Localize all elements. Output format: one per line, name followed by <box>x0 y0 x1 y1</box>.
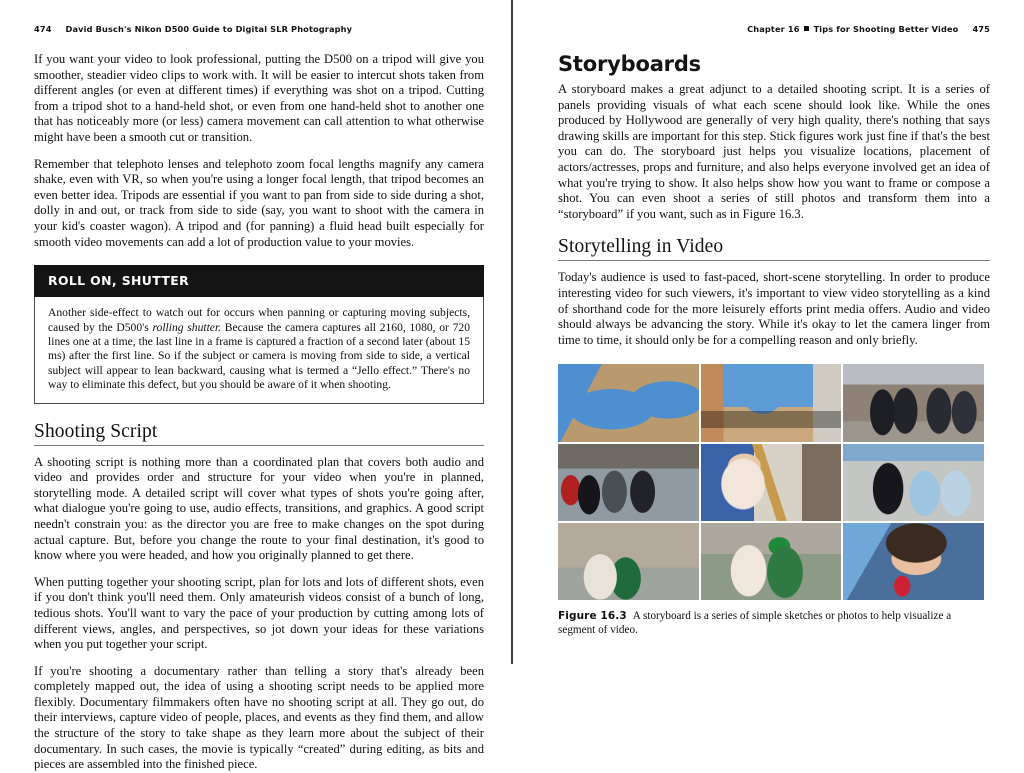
panel-image <box>843 364 984 441</box>
section-storyboards <box>558 52 990 222</box>
left-page <box>0 0 511 772</box>
section-heading: Storytelling in Video <box>558 236 724 258</box>
panel-image <box>701 444 842 521</box>
sidebar-box-roll-on-shutter <box>34 265 484 403</box>
heading-rule <box>558 260 990 261</box>
sidebar-box-title: ROLL ON, SHUTTER <box>34 265 484 297</box>
sidebar-box-body <box>35 297 483 402</box>
storyboard-panel-musician-playing-wind-instrument <box>701 444 842 521</box>
storyboard-photo-grid <box>558 364 984 600</box>
left-body-column <box>34 52 484 773</box>
figure-label: Figure 16.3 <box>558 610 627 623</box>
storyboard-panel-festival-procession-with-carriage <box>558 444 699 521</box>
figure-caption-text: A storyboard is a series of simple sketches or photos to help visualize a segment of video. <box>558 610 952 637</box>
storyboard-panel-two-women-with-green-headpieces <box>701 523 842 600</box>
paragraph: If you're shooting a documentary rather than telling a story that's already been completely mapped out, the idea of using a shooting script needs to be applied more flexibly. Documentary filmmakers often have no shooting script at all. They go out, do their interviews, capture video of people, places, and events as they find them, and allow the structure of the story to take shape as they learn more about the subject of their documentary. In such cases, the movie is typically “created” during editing, as bits and pieces are assembled into the finished piece. <box>34 663 484 772</box>
figure-16-3 <box>558 364 990 637</box>
right-running-head <box>558 22 990 36</box>
storyboard-panel-two-dancers-in-green-costumes-in-street <box>558 523 699 600</box>
section-heading: Storyboards <box>558 52 701 76</box>
panel-image <box>843 444 984 521</box>
right-page-number: 475 <box>972 24 990 34</box>
paragraph: A shooting script is nothing more than a coordinated plan that covers both audio and video and provides order and structure for your video when you're in planned, storytelling mode. A detailed script will cover what types of shots you're going after, what dialogue you're going to use, audio effects, transitions, and graphics. A good script needn't constrain you: as the director you are free to make changes on the spot during actual capture. But, before you change the route to your final destination, it's good to know where you were headed, and how you originally planned to get there. <box>34 454 484 563</box>
sidebar-paragraph <box>48 306 470 392</box>
heading-rule <box>34 445 484 446</box>
paragraph: Today's audience is used to fast-paced, short-scene storytelling. In order to produce interesting video for such viewers, it's important to view video storytelling as a kind of shorthand code for the more leisurely efforts print media offers. Audio and video should always be advancing the story. While it's okay to let the camera linger from time to time, it should only be for a compelling reason and only briefly. <box>558 270 990 347</box>
sidebar-text-italic: rolling shutter. <box>152 320 222 334</box>
panel-image <box>701 364 842 441</box>
square-bullet-icon <box>804 26 809 31</box>
right-running-head-chapter: Chapter 16 <box>747 24 800 34</box>
storyboard-panel-boy-with-red-popsicle-in-blue-shirt <box>843 523 984 600</box>
panel-image <box>558 523 699 600</box>
storyboard-panel-aqueduct-street-view-with-crowd <box>701 364 842 441</box>
panel-image <box>558 364 699 441</box>
section-storytelling-in-video <box>558 235 990 348</box>
paragraph: A storyboard makes a great adjunct to a detailed shooting script. It is a series of panels providing visuals of what each scene should look like. While the ones produced by Hollywood are generally of very high quality, there's nothing that says drawing skills are important for this step. Stick figures work just fine if that's the best you can do. The storyboard just helps you visualize locations, placement of actors/actresses, props and furniture, and also helps everyone involved get an idea of what you're trying to show. It also helps show how you want to frame or compose a shot. You can even shoot a series of still photos and transform them into a “storyboard” if you want, such as in Figure 16.3. <box>558 82 990 221</box>
left-running-head <box>34 22 484 36</box>
left-page-number: 474 <box>34 24 52 34</box>
right-body-column <box>558 52 990 637</box>
right-running-head-title: Tips for Shooting Better Video <box>813 24 959 34</box>
figure-caption <box>558 609 990 637</box>
storyboard-panel-roman-aqueduct-arches-against-blue-sky <box>558 364 699 441</box>
section-shooting-script <box>34 420 484 773</box>
left-running-head-title: David Busch's Nikon D500 Guide to Digital SLR Photography <box>65 24 353 34</box>
storyboard-panel-man-in-black-hat-with-two-girls-in-bonnets <box>843 444 984 521</box>
section-heading: Shooting Script <box>34 420 158 442</box>
panel-image <box>701 523 842 600</box>
sidebar-text-part1: Another side-effect to watch out for occurs when panning or capturing moving subjects, caused by the D500's <box>48 306 470 334</box>
panel-image <box>558 444 699 521</box>
paragraph: Remember that telephoto lenses and telephoto zoom focal lengths magnify any camera shake, even with VR, so when you're using a longer focal length, that tripod becomes an even better idea. Tripods are essential if you want to pan from side to side during a shot, dolly in and out, or track from side to side (say, you want to shoot with the camera in your kid's coaster wagon). A tripod and (for panning) a fluid head built especially for smooth video movements can add a lot of production value to your movies. <box>34 156 484 249</box>
paragraph: When putting together your shooting script, plan for lots and lots of different shots, even if you don't think you'll need them. Only amateurish videos consist of a bunch of long, tedious shots. You'll want to vary the pace of your production by cutting among lots of different views, angles, and perspectives, so jot down your ideas for these variations when you put together your script. <box>34 574 484 652</box>
paragraph: If you want your video to look professional, putting the D500 on a tripod will give you smoother, steadier video clips to work with. It will be easier to intercut shots taken from different angles (or even at different times) if everything was shot on a tripod. Cutting from a tripod shot to a hand-held shot, or even from one hand-held shot to another one that has noticeably more (or less) camera movement can call attention to what otherwise might have been a smooth cut or transition. <box>34 52 484 144</box>
panel-image <box>843 523 984 600</box>
sidebar-text-part2: Because the camera captures all 2160, 1080, or 720 lines one at a time, the last line in a frame is captured a fraction of a second later (about 15 ms) after the first line. So if the subject or camera is moving from side to side, a vertical subject will appear to lean backward, causing what is termed a “Jello effect.” There's no way to eliminate this defect, but you should be aware of it when shooting. <box>48 320 470 392</box>
right-page <box>511 0 1024 664</box>
storyboard-panel-costumed-women-walking-on-plaza <box>843 364 984 441</box>
